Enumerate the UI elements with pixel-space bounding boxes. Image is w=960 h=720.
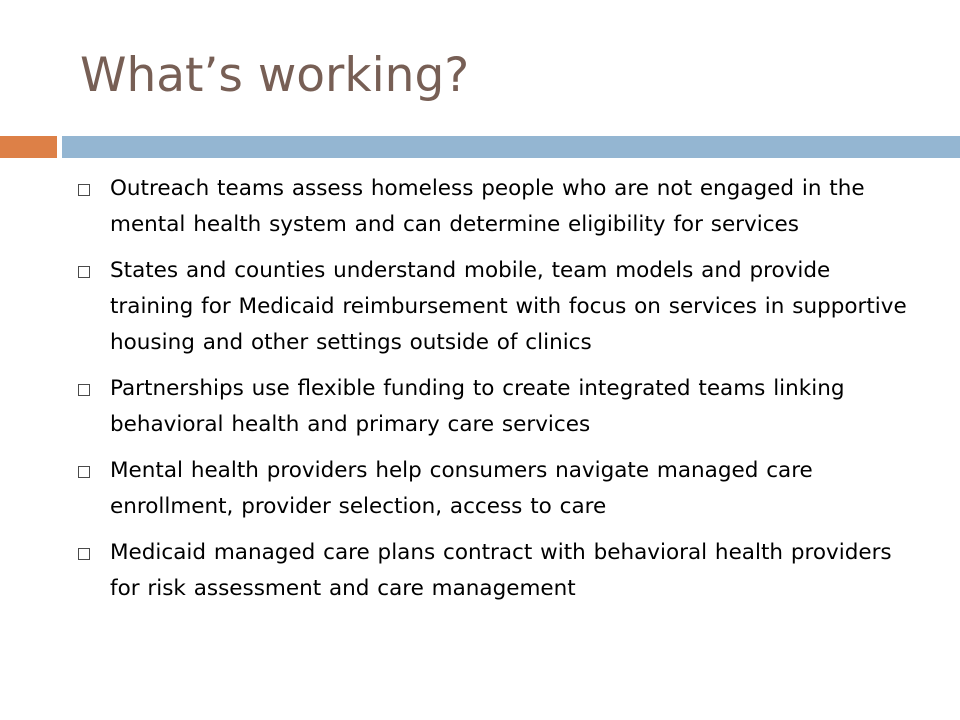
hollow-square-icon	[78, 466, 90, 478]
bullet-text: Partnerships use flexible funding to create integrated teams linking behavioral health and primary care services	[110, 376, 845, 437]
hollow-square-icon	[78, 384, 90, 396]
bullet-item	[75, 535, 920, 607]
slide-title: What’s working?	[80, 48, 470, 103]
bullet-item	[75, 253, 920, 361]
bullet-item	[75, 171, 920, 243]
title-accent-bar-orange	[0, 136, 57, 158]
bullet-list	[75, 171, 920, 617]
bullet-item	[75, 371, 920, 443]
hollow-square-icon	[78, 266, 90, 278]
bullet-text: Outreach teams assess homeless people who are not engaged in the mental health system and can determine eligibility for services	[110, 176, 865, 237]
title-accent-bar-blue	[62, 136, 960, 158]
bullet-text: Mental health providers help consumers navigate managed care enrollment, provider selection, access to care	[110, 458, 813, 519]
hollow-square-icon	[78, 548, 90, 560]
bullet-text: States and counties understand mobile, team models and provide training for Medicaid reimbursement with focus on services in supportive housing and other settings outside of clinics	[110, 258, 907, 355]
bullet-item	[75, 453, 920, 525]
hollow-square-icon	[78, 184, 90, 196]
bullet-text: Medicaid managed care plans contract with behavioral health providers for risk assessment and care management	[110, 540, 892, 601]
